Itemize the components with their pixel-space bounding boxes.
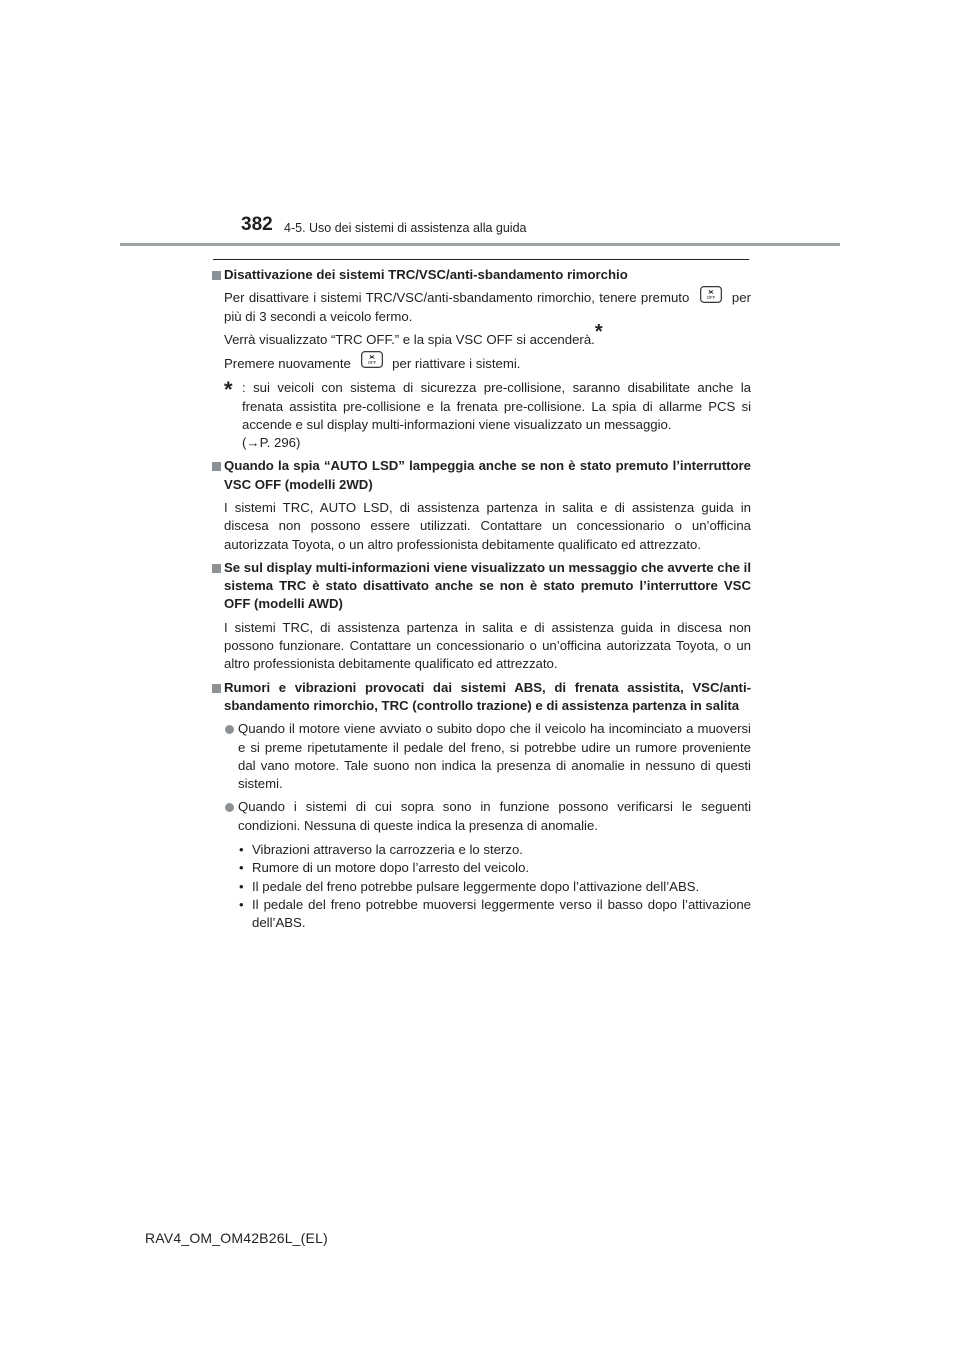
svg-text:OFF: OFF [367, 360, 376, 366]
bullet-icon: • [239, 860, 244, 876]
text-run: Per disattivare i sistemi TRC/VSC/anti-sbandamento rimorchio, tenere premuto [224, 290, 690, 306]
bullet-dot-icon [225, 725, 234, 734]
list-item-text: Quando i sistemi di cui sopra sono in funzione possono verificarsi le seguenti condizioni. Nessuna di queste indica la presenza di anomalie. [238, 799, 751, 833]
sub-list-item [238, 859, 751, 877]
sub-list-item-text: Rumore di un motore dopo l’arresto del veicolo. [252, 860, 530, 876]
text-run: per più di 3 secondi a veicolo fermo. [224, 290, 751, 324]
sub-list-item-text: Il pedale del freno potrebbe pulsare leggermente dopo l’attivazione dell’ABS. [252, 878, 700, 894]
section-square-icon [212, 271, 221, 280]
section-square-icon [212, 684, 221, 693]
paragraph [224, 289, 751, 326]
paragraph: I sistemi TRC, di assistenza partenza in salita e di assistenza guida in discesa non possono funzionare. Contattare un concessionario o un’officina autorizzata Toyota, o un altro professionista debitamente qualificato ed attrezzato. [224, 619, 751, 672]
paragraph [224, 321, 751, 349]
bullet-icon: • [239, 842, 244, 858]
paragraph: I sistemi TRC, AUTO LSD, di assistenza partenza in salita e di assistenza guida in discesa non possono essere utilizzati. Contattare un concessionario o un’officina autorizzata Toyota, o un altro professionista debitamente qualificato ed attrezzato. [224, 499, 751, 552]
page-reference: (→P. 296) [242, 435, 301, 451]
section-square-icon [212, 564, 221, 573]
bullet-icon: • [239, 896, 244, 912]
section-square-icon [212, 462, 221, 471]
text-run: per riattivare i sistemi. [392, 355, 521, 371]
bullet-icon: • [239, 878, 244, 894]
list-item-text: Quando il motore viene avviato o subito dopo che il veicolo ha incominciato a muoversi e si preme ripetutamente il pedale del freno, si potrebbe udire un rumore proveniente dal vano motore. Tale suono non indica la presenza di anomalie in nessuno di questi sistemi. [238, 721, 751, 792]
text-run: Verrà visualizzato “TRC OFF.” e la spia VSC OFF si accenderà. [224, 332, 595, 348]
sub-list-item [238, 878, 751, 896]
page-number: 382 [241, 214, 273, 235]
sub-list-item-text: Il pedale del freno potrebbe muoversi leggermente verso il basso dopo l’attivazione dell’ABS. [252, 896, 751, 931]
section-heading: Quando la spia “AUTO LSD” lampeggia anche se non è stato premuto l’interruttore VSC OFF (modelli 2WD) [224, 458, 751, 492]
text-run: Premere nuovamente [224, 355, 351, 371]
sub-list-item [238, 841, 751, 859]
section-heading: Se sul display multi-informazioni viene visualizzato un messaggio che avverte che il sistema TRC è stato disattivato anche se non è stato premuto l’interruttore VSC OFF (modelli AWD) [224, 559, 751, 612]
section-trc-vsc-disable [211, 266, 751, 452]
sub-list [224, 841, 751, 932]
header-divider [120, 243, 840, 246]
sub-list-item-text: Vibrazioni attraverso la carrozzeria e lo sterzo. [252, 842, 523, 858]
asterisk-mark: * [594, 321, 603, 344]
footnote [224, 379, 751, 452]
section-heading: Disattivazione dei sistemi TRC/VSC/anti-sbandamento rimorchio [224, 267, 628, 282]
section-title: 4-5. Uso dei sistemi di assistenza alla guida [284, 221, 527, 235]
footnote-text: : sui veicoli con sistema di sicurezza pre-collisione, saranno disabilitate anche la frenata assistita pre-collisione e la frenata pre-collisione. La spia di allarme PCS si accende e sul display multi-informazioni viene visualizzato un messaggio. [242, 380, 751, 432]
list-item [224, 798, 751, 835]
bullet-dot-icon [225, 803, 234, 812]
svg-text:OFF: OFF [706, 294, 715, 300]
section-auto-lsd-blinking [211, 457, 751, 553]
sub-list-item [238, 896, 751, 933]
page-content [211, 266, 751, 938]
vsc-off-switch-icon [361, 351, 383, 373]
page-header [0, 0, 960, 250]
document-code: RAV4_OM_OM42B26L_(EL) [145, 1230, 328, 1246]
content-top-divider [213, 259, 749, 260]
footnote-asterisk: * [224, 377, 233, 403]
paragraph [224, 355, 751, 374]
list-item [224, 720, 751, 793]
section-heading: Rumori e vibrazioni provocati dai sistemi ABS, di frenata assistita, VSC/anti-sbandamento rimorchio, TRC (controllo trazione) e di assistenza partenza in salita [224, 679, 751, 713]
section-noise-vibration [211, 679, 751, 933]
section-trc-disabled-message [211, 559, 751, 674]
vsc-off-switch-icon [700, 286, 722, 308]
